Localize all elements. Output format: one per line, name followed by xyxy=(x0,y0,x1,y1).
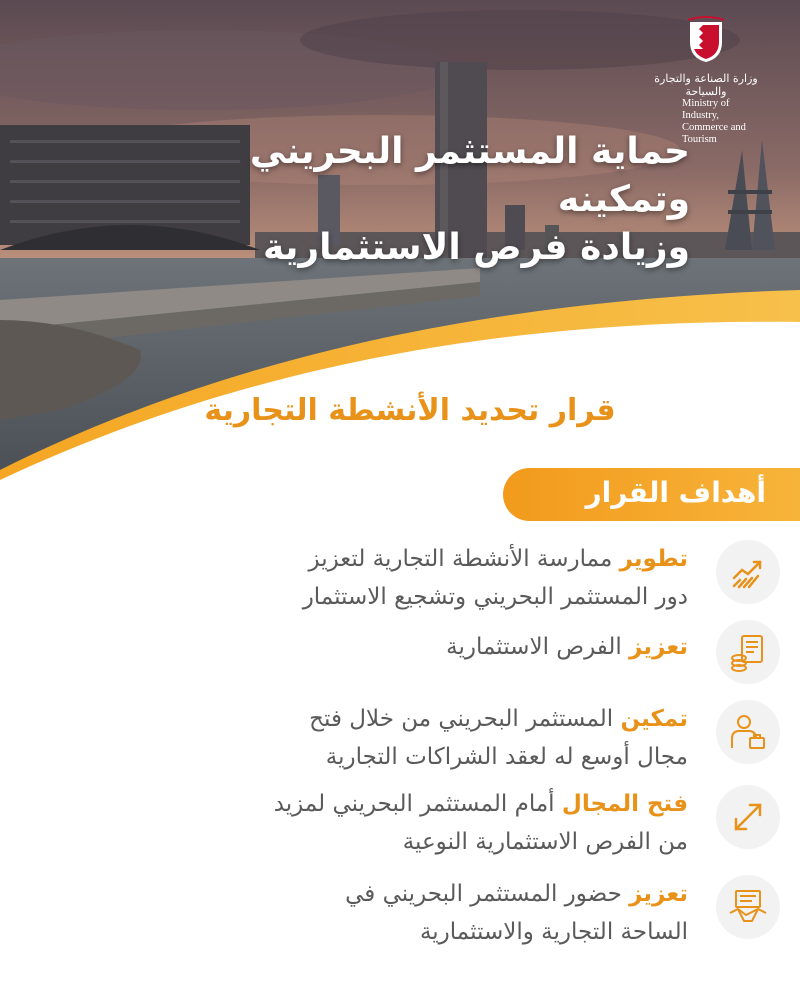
goal-line1: حضور المستثمر البحريني في xyxy=(345,881,622,907)
goal-text xyxy=(188,875,688,951)
goal-item-open-field xyxy=(110,785,780,875)
goal-highlight: تمكين xyxy=(620,706,688,732)
expand-arrows-icon xyxy=(716,785,780,849)
handshake-icon xyxy=(716,875,780,939)
goal-line2: الساحة التجارية والاستثمارية xyxy=(419,919,688,945)
bahrain-emblem-icon xyxy=(686,14,726,64)
goal-item-develop xyxy=(110,540,780,630)
goal-line1: الفرص الاستثمارية xyxy=(446,634,622,660)
goals-heading-banner xyxy=(503,468,800,521)
ministry-logo xyxy=(646,14,766,146)
ministry-arabic-name: وزارة الصناعة والتجارة والسياحة xyxy=(654,72,758,98)
goal-item-enhance-opportunities xyxy=(110,620,780,710)
goal-highlight: فتح المجال xyxy=(561,791,688,817)
goal-text xyxy=(188,540,688,616)
goal-text xyxy=(188,628,688,666)
decision-title: قرار تحديد الأنشطة التجارية xyxy=(204,393,616,428)
goal-line1: أمام المستثمر البحريني لمزيد xyxy=(273,791,555,817)
goal-text xyxy=(188,700,688,776)
documents-coins-icon xyxy=(716,620,780,684)
goal-line1: المستثمر البحريني من خلال فتح xyxy=(309,706,614,732)
goal-line1: ممارسة الأنشطة التجارية لتعزيز xyxy=(308,546,613,572)
goal-highlight: تطوير xyxy=(619,546,688,572)
growth-chart-icon xyxy=(716,540,780,604)
ministry-english-line2: Commerce and Tourism xyxy=(682,122,746,145)
hero-title-line1: حماية المستثمر البحريني وتمكينه xyxy=(249,131,690,220)
goal-line2: من الفرص الاستثمارية النوعية xyxy=(402,829,688,855)
goal-item-empower xyxy=(110,700,780,790)
goal-item-enhance-presence xyxy=(110,875,780,965)
ministry-english-line1: Ministry of Industry, xyxy=(682,98,730,121)
goal-line2: دور المستثمر البحريني وتشجيع الاستثمار xyxy=(302,584,688,610)
hero-title-line2: وزيادة فرص الاستثمارية xyxy=(263,227,690,268)
businessman-briefcase-icon xyxy=(716,700,780,764)
goals-heading: أهداف القرار xyxy=(585,476,766,509)
hero-title xyxy=(130,128,690,272)
goal-highlight: تعزيز xyxy=(629,634,688,660)
goal-line2: مجال أوسع له لعقد الشراكات التجارية xyxy=(325,744,688,770)
goal-text xyxy=(188,785,688,861)
goal-highlight: تعزيز xyxy=(629,881,688,907)
